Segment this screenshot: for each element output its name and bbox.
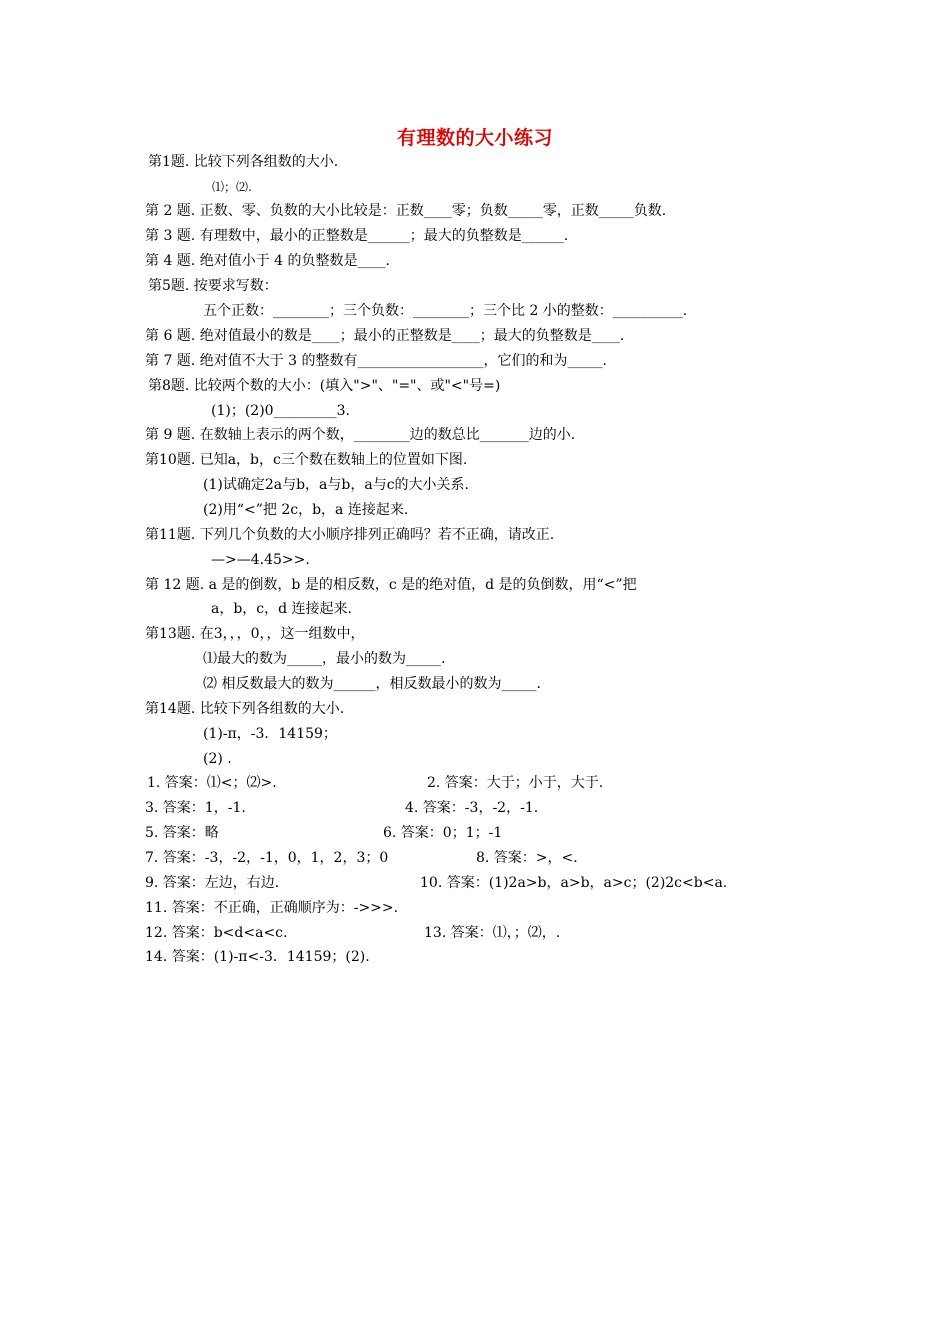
question-12-continued: a，b，c，d 连接起来. (211, 601, 353, 617)
question-1: 第1题. 比较下列各组数的大小. (148, 154, 339, 170)
question-1-items: ⑴；⑵. (212, 180, 252, 194)
answer-6: 6. 答案：0；1；-1 (383, 825, 503, 841)
question-13-part-1: ⑴最大的数为_____，最小的数为_____. (203, 651, 446, 667)
answer-7: 7. 答案：-3，-2，-1，0，1，2，3；0 (145, 850, 389, 866)
question-8: 第8题. 比较两个数的大小：(填入">"、"="、或"<"号=) (148, 378, 501, 394)
question-4: 第 4 题. 绝对值小于 4 的负整数是____. (145, 253, 390, 269)
question-12: 第 12 题. a 是的倒数，b 是的相反数，c 是的绝对值，d 是的负倒数，用“<”把 (145, 577, 637, 593)
question-3: 第 3 题. 有理数中，最小的正整数是______；最大的负整数是______. (145, 228, 569, 244)
question-2: 第 2 题. 正数、零、负数的大小比较是：正数____零；负数_____零，正数_____负数. (145, 203, 667, 219)
question-11-sequence: —>—4.45>>. (211, 552, 310, 568)
answer-14: 14. 答案：(1)-π<-3．14159；(2). (145, 949, 370, 965)
question-14-part-1: (1)-π，-3．14159； (203, 726, 337, 742)
question-6: 第 6 题. 绝对值最小的数是____；最小的正整数是____；最大的负整数是____. (145, 328, 625, 344)
answer-11: 11. 答案：不正确，正确顺序为：->>>. (145, 900, 399, 916)
question-10-part-1: (1)试确定2a与b，a与b，a与c的大小关系. (203, 477, 469, 493)
question-14-part-2: (2) . (203, 751, 232, 767)
question-10-part-2: (2)用“<”把 2c，b，a 连接起来. (203, 502, 409, 518)
question-13: 第13题. 在3，，，0，，这一组数中， (145, 626, 365, 642)
question-10: 第10题. 已知a，b，c三个数在数轴上的位置如下图. (145, 452, 468, 468)
answer-2: 2. 答案：大于；小于，大于. (427, 775, 604, 791)
question-13-part-2: ⑵ 相反数最大的数为______，相反数最小的数为_____. (203, 676, 541, 692)
answer-4: 4. 答案：-3，-2，-1. (405, 800, 539, 816)
answer-8: 8. 答案：>，<. (476, 850, 578, 866)
question-5: 第5题. 按要求写数： (148, 278, 278, 294)
answer-1: 1. 答案：⑴<；⑵>. (147, 775, 277, 791)
question-8-items: (1)；(2)0_________3. (211, 403, 350, 419)
question-11: 第11题. 下列几个负数的大小顺序排列正确吗？若不正确，请改正. (145, 527, 555, 543)
answer-9: 9. 答案：左边，右边. (145, 875, 280, 891)
answer-3: 3. 答案：1，-1. (145, 800, 246, 816)
question-5-items: 五个正数：________；三个负数：________；三个比 2 小的整数：__________. (203, 303, 688, 319)
question-9: 第 9 题. 在数轴上表示的两个数，________边的数总比_______边的小. (145, 427, 576, 443)
answer-13: 13. 答案：⑴，；⑵，. (424, 925, 561, 941)
page-title: 有理数的大小练习 (396, 127, 553, 149)
answer-5: 5. 答案：略 (145, 825, 219, 841)
answer-12: 12. 答案：b<d<a<c. (145, 925, 288, 941)
question-7: 第 7 题. 绝对值不大于 3 的整数有__________________，它们的和为_____. (145, 353, 607, 369)
question-14: 第14题. 比较下列各组数的大小. (145, 701, 345, 717)
answer-10: 10. 答案：(1)2a>b，a>b，a>c；(2)2c<b<a. (420, 875, 728, 891)
